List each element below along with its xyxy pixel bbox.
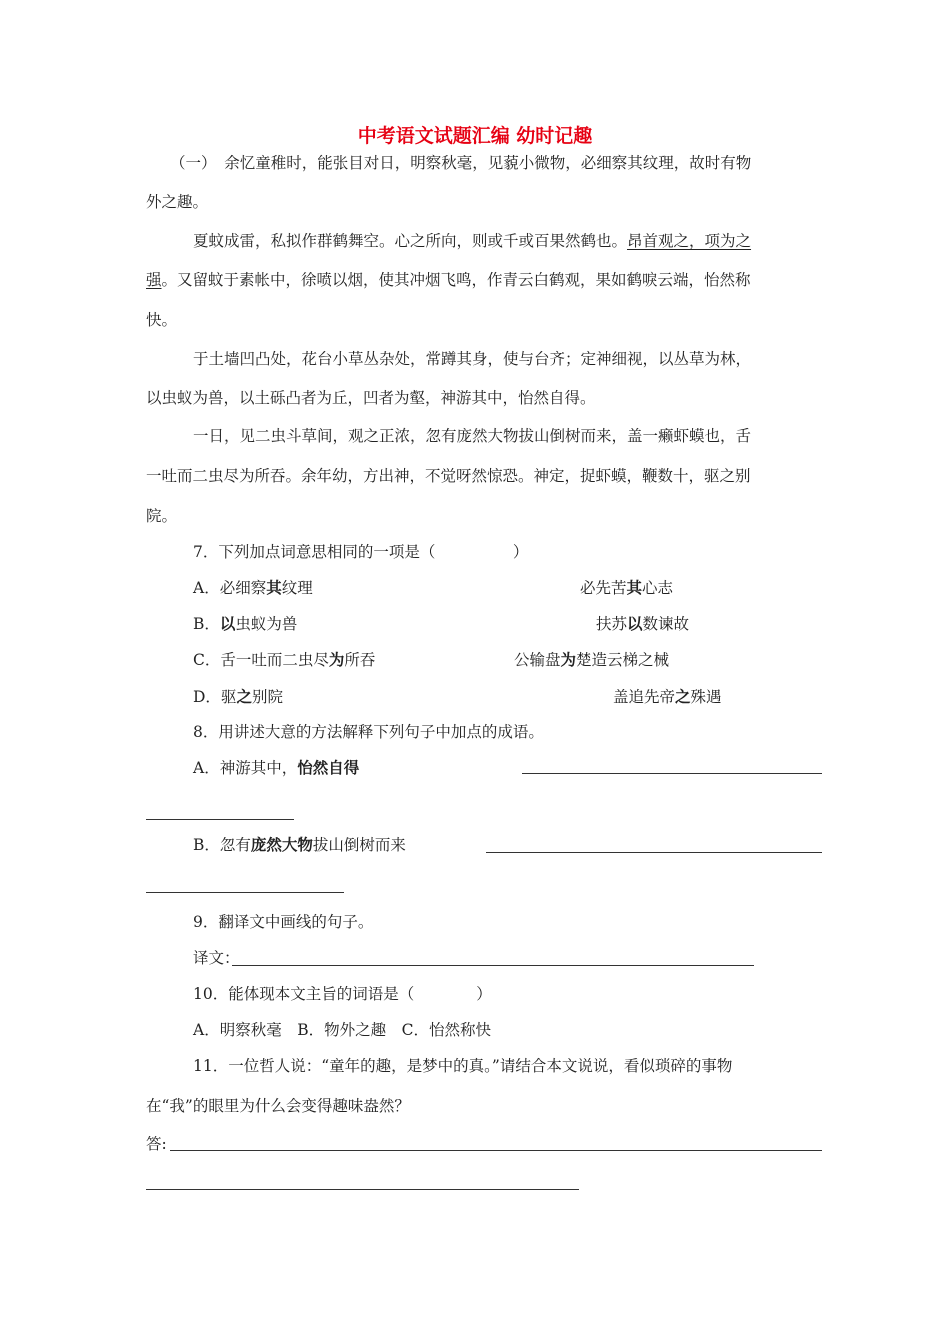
passage-p4-line2: 一吐而二虫尽为所吞。余年幼，方出神，不觉呀然惊恐。神定，捉虾蟆，鞭数十，驱之别: [146, 467, 751, 485]
q7-option-c-right: 公输盘为楚造云梯之械: [514, 650, 670, 669]
underlined-sentence-part1: 昂首观之，项为之: [627, 232, 752, 250]
q7-stem: 7．下列加点词意思相同的一项是（ ）: [193, 543, 529, 561]
dotted-idiom: 怡然自得: [297, 758, 360, 777]
passage-p2-text: 夏蚊成雷，私拟作群鹤舞空。心之所向，则或千或百果然鹤也。: [193, 232, 628, 250]
dotted-idiom: 庞然大物: [250, 835, 313, 854]
dotted-word: 为: [328, 650, 345, 669]
passage-p3-line2: 以虫蚁为兽，以土砾凸者为丘，凹者为壑，神游其中，怡然自得。: [146, 389, 596, 407]
q8-b-answer-line[interactable]: [486, 852, 822, 853]
dotted-word: 以: [627, 614, 643, 633]
page-title: 中考语文试题汇编 幼时记趣: [357, 125, 593, 147]
q8-a: A．神游其中，怡然自得: [193, 758, 360, 777]
passage-p4-line1: 一日，见二虫斗草间，观之正浓，忽有庞然大物拔山倒树而来，盖一癞虾蟆也，舌: [193, 427, 752, 445]
dotted-word: 之: [675, 687, 691, 706]
q8-b-answer-line2[interactable]: [146, 892, 344, 893]
q11-stem-line1: 11．一位哲人说：“童年的趣，是梦中的真。”请结合本文说说，看似琐碎的事物: [193, 1057, 733, 1075]
underlined-sentence-part2: 强: [146, 271, 162, 289]
q11-stem-line2: 在“我”的眼里为什么会变得趣味盎然？: [146, 1097, 410, 1115]
q8-b: B．忽有庞然大物拔山倒树而来: [193, 835, 406, 854]
passage-p3-line1: 于土墙凹凸处，花台小草丛杂处，常蹲其身，使与台齐；定神细视，以丛草为林，: [193, 350, 752, 368]
dotted-word: 其: [626, 578, 643, 597]
passage-p1-line1: （一） 余忆童稚时，能张目对日，明察秋毫，见藐小微物，必细察其纹理，故时有物: [170, 154, 752, 172]
q9-answer-line[interactable]: [232, 965, 754, 966]
q8-a-answer-line[interactable]: [522, 773, 822, 774]
q7-option-d-right: 盖追先帝之殊遇: [613, 687, 722, 706]
q9-stem: 9．翻译文中画线的句子。: [193, 913, 374, 931]
q8-stem: 8．用讲述大意的方法解释下列句子中加点的成语。: [193, 723, 544, 741]
q10-stem: 10．能体现本文主旨的词语是（ ）: [193, 985, 492, 1003]
dotted-word: 其: [266, 578, 282, 597]
dotted-word: 之: [236, 687, 252, 706]
passage-p2-line1: [193, 231, 751, 251]
passage-p4-line3: 院。: [146, 507, 178, 525]
q9-label: 译文：: [193, 949, 240, 967]
q7-option-a-right: 必先苦其心志: [580, 578, 674, 597]
dotted-word: 为: [560, 650, 577, 669]
q7-option-d-left: D．驱之别院: [193, 687, 283, 706]
q11-answer-line2[interactable]: [146, 1189, 579, 1190]
q8-a-answer-line2[interactable]: [146, 819, 294, 820]
passage-p2-line3: 快。: [146, 311, 178, 329]
q11-label: 答:: [146, 1135, 167, 1153]
q10-options: A．明察秋毫 B．物外之趣 C．怡然称快: [193, 1021, 491, 1039]
q7-option-b-left: B．以虫蚁为兽: [193, 614, 298, 633]
q7-option-b-right: 扶苏以数谏故: [596, 614, 690, 633]
dotted-word: 以: [219, 614, 236, 633]
passage-p2-text2: 。又留蚊于素帐中，徐喷以烟，使其冲烟飞鸣，作青云白鹤观，果如鹤唳云端，怡然称: [161, 271, 751, 289]
q7-option-a-left: A．必细察其纹理: [193, 578, 313, 597]
q7-option-c-left: C．舌一吐而二虫尽为所吞: [193, 650, 376, 669]
q11-answer-line[interactable]: [170, 1150, 822, 1151]
passage-p2-line2: [146, 270, 751, 290]
passage-p1-line2: 外之趣。: [146, 193, 209, 211]
